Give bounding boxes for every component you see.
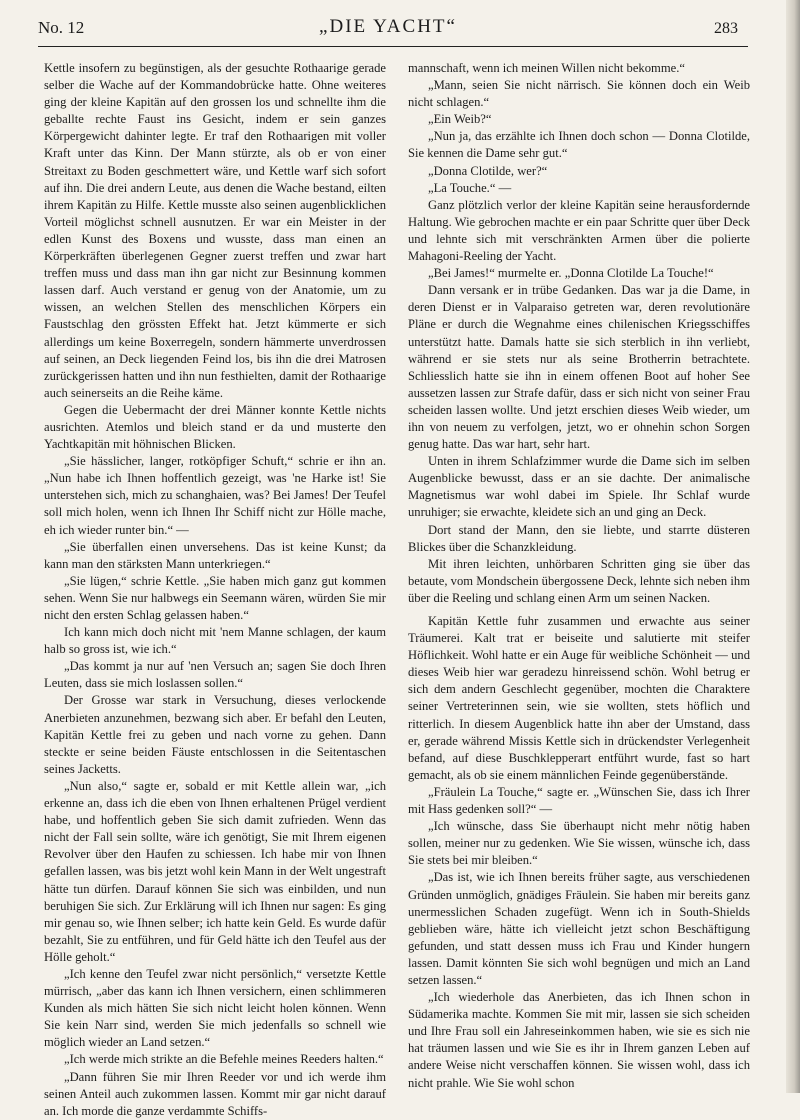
paragraph: „Fräulein La Touche,“ sagte er. „Wünschen Sie, dass ich Ihrer mit Hass gedenken soll?“ —	[408, 784, 750, 817]
paragraph: Dann versank er in trübe Gedanken. Das war ja die Dame, in deren Dienst er in Valparaiso getreten war, deren revolutionäre Pläne er durch die Wegnahme eines chilenischen Kriegsschiffes unterstützt hatte. Damals hatte sie sich sterblich in ihn verliebt, während er sie stets nur als seine Brotherrin betrachtete. Schliesslich hatte sie ihn in einem offenen Boot auf hoher See aussetzen lassen zur Strafe dafür, dass er sich nicht von seiner Frau scheiden lassen wollte. Und jetzt erschien dieses Weib wieder, um ihn von neuem zu verfolgen, jetzt, wo er ohnehin schon Sorgen genug hatte. Das war hart, sehr hart.	[408, 283, 750, 452]
paragraph: Kapitän Kettle fuhr zusammen und erwachte aus seiner Träumerei. Kalt trat er beiseite und salutierte mit steifer Höflichkeit. Wohl hatte er ein Auge für weibliche Schönheit — und dieses Weib hier war geradezu hinreissend schön. Wohl betrug er sich dem andern Geschlecht gegenüber, mochten die Charaktere seiner Vertreterinnen sein, wie sie wollten, stets höflich und ritterlich. In diesem Augenblick hatte ihn aber der Umstand, dass er, gerade während Missis Kettle sich in drückendster Verlegenheit befand, auf diese Buschklepperart entführt wurde, fast so hart gemacht, als ob sie einem männlichen Feinde gegenüberstände.	[408, 614, 750, 782]
paragraph: Mit ihren leichten, unhörbaren Schritten ging sie über das betaute, vom Mondschein übergossene Deck, lehnte sich neben ihm über die Reeling und schlang einen Arm um seinen Nacken.	[408, 556, 750, 605]
paragraph: „Ich wünsche, dass Sie überhaupt nicht mehr nötig haben sollen, meiner nur zu gedenken. Wie Sie wissen, wünsche ich, dass Sie stets bei mir bleiben.“	[408, 819, 750, 868]
paragraph: Ganz plötzlich verlor der kleine Kapitän seine herausfordernde Haltung. Wie gebrochen machte er ein paar Schritte quer über Deck und lehnte sich mit verschränkten Armen über die polierte Mahagoni-Reeling der Yacht.	[408, 197, 750, 264]
paragraph: „Ich wiederhole das Anerbieten, das ich Ihnen schon in Südamerika machte. Kommen Sie mit mir, lassen sie sich scheiden und Ihre Frau soll ein Jahreseinkommen haben, wie sie es sich nie hat träumen lassen und wie Sie es ihr in Ihrem ganzen Leben auf andere Weise nicht verschaffen können. Sie wissen wohl, dass ich nicht prahle. Wie Sie wohl schon	[408, 990, 750, 1090]
paragraph: Der Grosse war stark in Versuchung, dieses verlockende Anerbieten anzunehmen, bezwang sich aber. Er befahl den Leuten, Kapitän Kettle frei zu geben und nach vorne zu gehen. Dann steckte er seine beiden Fäuste entschlossen in die Seitentaschen seines Jacketts.	[44, 693, 386, 776]
paragraph: „Bei James!“ murmelte er. „Donna Clotilde La Touche!“	[428, 266, 714, 281]
paragraph: „La Touche.“ —	[428, 180, 512, 195]
paragraph: Dort stand der Mann, den sie liebte, und starrte düsteren Blickes über die Schanzkleidung.	[408, 522, 750, 554]
page-number: 283	[714, 20, 738, 37]
paragraph: „Das ist, wie ich Ihnen bereits früher sagte, aus verschiedenen Gründen unmöglich, gnädiges Fräulein. Sie haben mir bereits ganz unermesslichen Schaden zugefügt. Wenn ich in South-Shields geblieben wäre, hätte ich vielleicht jetzt schon Beschäftigung gefunden, und statt dessen muss ich Frau und Kinder hungern lassen. Damit könnten Sie sich wohl begnügen und mich an Land setzen lassen.“	[408, 870, 750, 987]
paragraph: „Ich werde mich strikte an die Befehle meines Reeders halten.“	[64, 1052, 384, 1067]
left-column	[44, 60, 386, 1118]
page-header	[38, 10, 738, 44]
paragraph: „Donna Clotilde, wer?“	[428, 163, 548, 178]
paragraph: „Ich kenne den Teufel zwar nicht persönlich,“ versetzte Kettle mürrisch, „aber das kann ich Ihnen versichern, einen schlimmeren Kunden als mich hätten Sie sich nicht leicht holen können. Wenn Sie kein Narr sind, werden Sie mich jedenfalls so schnell wie möglich wieder an Land setzen.“	[44, 966, 386, 1050]
paragraph: „Nun ja, das erzählte ich Ihnen doch schon — Donna Clotilde, Sie kennen die Dame sehr gut.“	[408, 129, 750, 161]
paragraph: Ich kann mich doch nicht mit 'nem Manne schlagen, der kaum halb so gross ist, wie ich.“	[44, 625, 386, 657]
paragraph: „Mann, seien Sie nicht närrisch. Sie können doch ein Weib nicht schlagen.“	[408, 78, 750, 110]
paragraph: „Das kommt ja nur auf 'nen Versuch an; sagen Sie doch Ihren Leuten, dass sie mich loslassen sollen.“	[44, 659, 386, 691]
paragraph: „Ein Weib?“	[428, 112, 492, 127]
paragraph: „Nun also,“ sagte er, sobald er mit Kettle allein war, „ich erkenne an, dass ich die eben von Ihnen erhaltenen Prügel verdient habe, und hoffentlich geben Sie sich damit zufrieden. Wenn das nicht der Fall sein sollte, wäre ich genötigt, Sie mit Ihrem eigenen Revolver über den Haufen zu schiessen. Ich habe mir von Ihnen gefallen lassen, was bis jetzt wohl kein Mann in der Welt ungestraft hätte tun dürfen. Darauf können Sie sich was einbilden, und nun beruhigen Sie sich. Zur Erklärung will ich Ihnen nur sagen: Es ging mir genau so, wie Ihnen selber; ich hatte kein Geld. Es wurde dafür bezahlt, Sie zu entführen, und für Geld hätte ich den Teufel aus der Hölle geholt.“	[44, 778, 386, 964]
paragraph: mannschaft, wenn ich meinen Willen nicht bekomme.“	[408, 61, 685, 75]
header-rule	[38, 46, 748, 47]
paragraph: Gegen die Uebermacht der drei Männer konnte Kettle nichts ausrichten. Atemlos und bleich stand er da und musterte den Yachtkapitän mit höhnischen Blicken.	[44, 402, 386, 452]
paragraph: Kettle insofern zu begünstigen, als der gesuchte Rothaarige gerade selber die Wache auf der Kommandobrücke hatte. Ohne weiteres ging der kleine Kapitän auf den grossen los und schnellte ihm die geballte rechte Faust ins Gesicht, indem er sein ganzes Körpergewicht dahinter legte. Er traf den Rothaarigen mit voller Kraft unter das Kinn. Der Mann stürzte, als ob er von einer Streitaxt zu Boden geschmettert wäre, und Kettle warf sich sofort auf ihn. Die drei andern Leute, aus denen die Wache bestand, eilten ihrem Kapitän zu Hilfe. Kettle musste also seinen augenblicklichen Vorteil möglichst schnell ausnutzen. Er war ein Meister in der edlen Kunst des Boxens und wusste, dass man einen an Körperkräften überlegenen Gegner zuerst treffen und zwar hart treffen muss und dass man ihn gar nicht zur Besinnung kommen lassen darf. Auch verstand er genug von der Anatomie, um zu wissen, an welchen Stellen des menschlichen Körpers ein Faustschlag den grössten Effekt hat. Jetzt kümmerte er sich allerdings um keine Boxerregeln, sondern hämmerte unverdrossen auf seinen, an Deck liegenden Feind los, bis ihn die drei Matrosen zurückgerissen hatten und ihn nun festhielten, damit der Rothaarige auch seinerseits an die Reihe käme.	[44, 61, 386, 400]
paragraph: „Sie überfallen einen unversehens. Das ist keine Kunst; da kann man den stärksten Mann unterkriegen.“	[44, 539, 386, 571]
journal-title: „DIE YACHT“	[319, 16, 457, 37]
paragraph: „Sie hässlicher, langer, rotköpfiger Schuft,“ schrie er ihn an. „Nun habe ich Ihnen hoffentlich gezeigt, was 'ne Harke ist! Sie unterstehen sich, mich zu schanghaien, was? Bei James! Der Teufel soll mich holen, wenn ich Ihnen Ihr Schiff nicht zur Hölle mache, eh ich wieder runter bin.“ —	[44, 454, 386, 537]
paragraph: „Sie lügen,“ schrie Kettle. „Sie haben mich ganz gut kommen sehen. Wenn Sie nur halbwegs ein Seemann wären, würden Sie mir nicht den ersten Schlag gelassen haben.“	[44, 573, 386, 622]
paragraph: Unten in ihrem Schlafzimmer wurde die Dame sich im selben Augenblicke bewusst, dass er an sie dachte. Der animalische Magnetismus war wohl dabei im Spiele. Ihr Schlaf wurde unruhiger; sie erwachte, kleidete sich an und ging an Deck.	[408, 454, 750, 520]
issue-number: No. 12	[38, 18, 85, 37]
page-edge	[786, 0, 800, 1093]
paragraph: „Dann führen Sie mir Ihren Reeder vor und ich werde ihm seinen Anteil auch zukommen lassen. Kommt mir gar nicht darauf an. Ich morde die ganze verdammte Schiffs-	[44, 1069, 386, 1118]
right-column	[408, 60, 750, 1090]
